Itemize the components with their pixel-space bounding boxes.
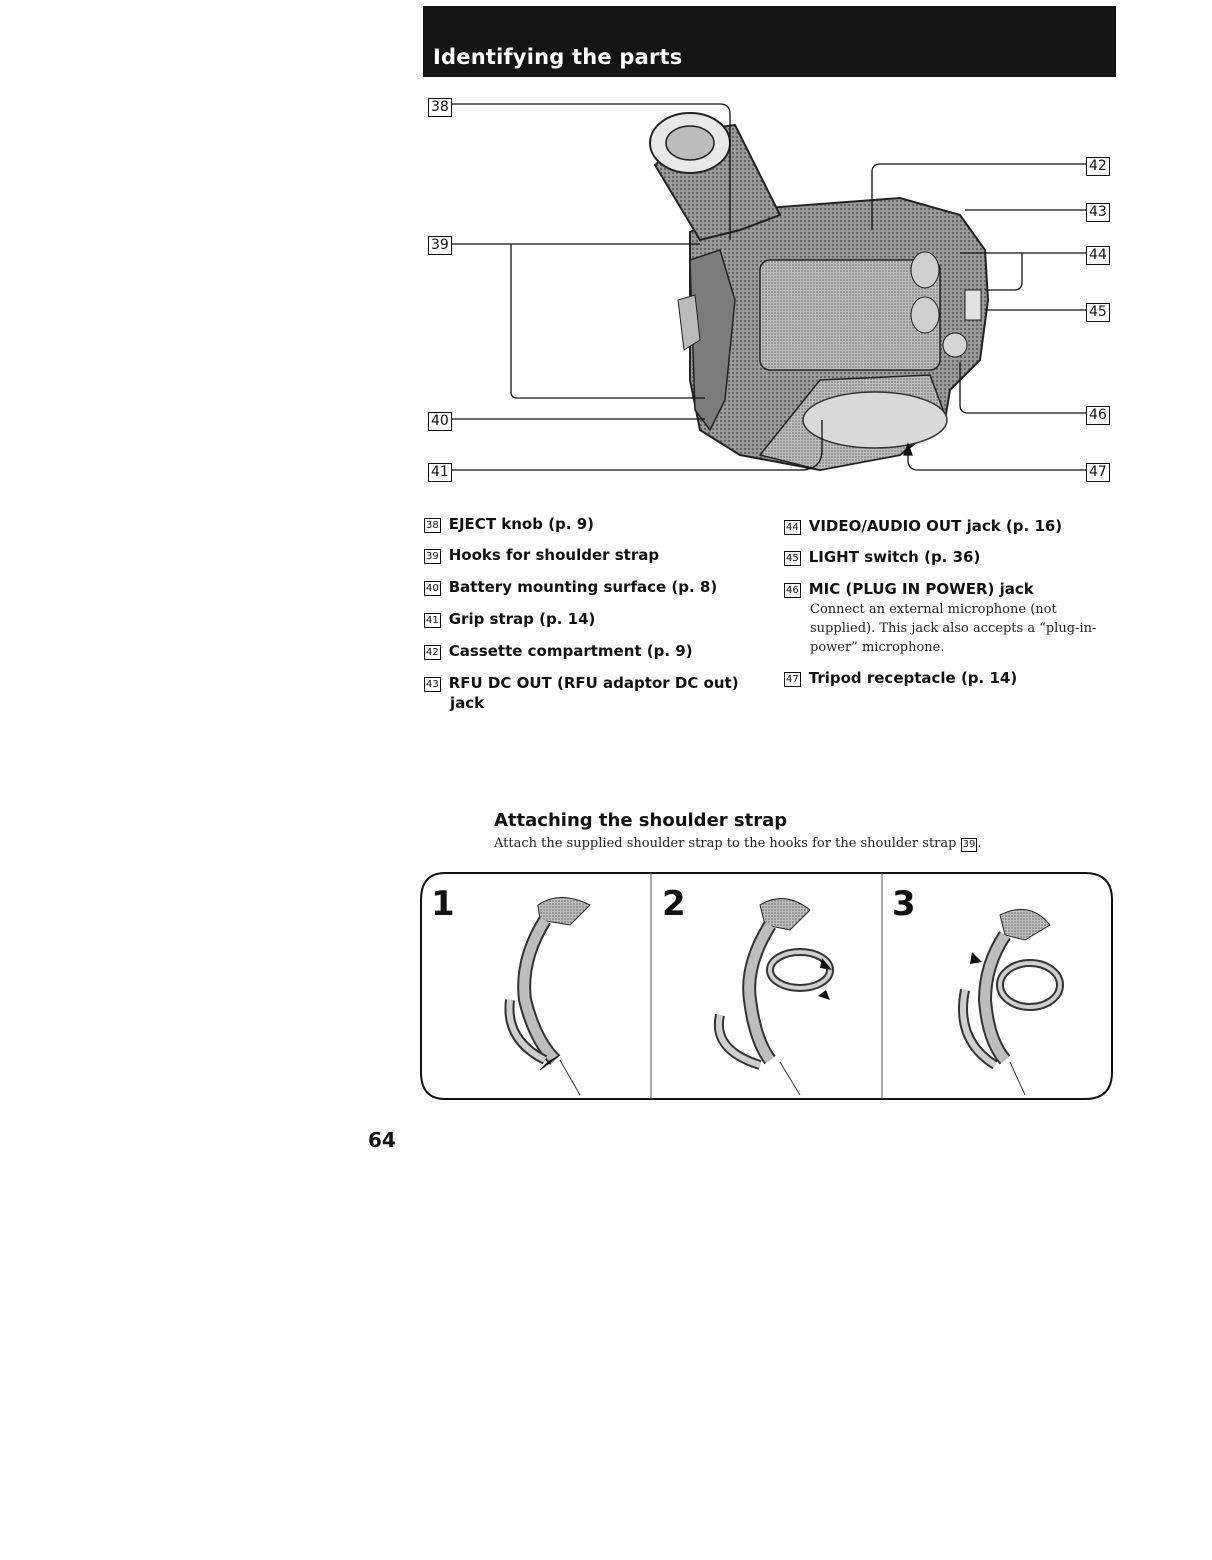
part-item-continuation: jack [450,694,485,712]
step-number-1: 1 [431,884,455,924]
part-item: 46 MIC (PLUG IN POWER) jack [786,580,1034,598]
callout-39: 39 [428,234,452,255]
part-item: 42 Cassette compartment (p. 9) [426,642,693,660]
step-number-3: 3 [892,884,916,924]
part-item: 45 LIGHT switch (p. 36) [786,548,981,566]
part-description: Connect an external microphone (not supplied). This jack also accepts a “plug-in-power” microphone. [810,602,1097,655]
callout-47: 47 [1086,461,1110,482]
section-body: Attach the supplied shoulder strap to the hooks for the shoulder strap 39 . [494,836,982,851]
part-item: 41 Grip strap (p. 14) [426,610,596,628]
callout-40: 40 [428,410,452,431]
callout-41: 41 [428,461,452,482]
part-item: 43 RFU DC OUT (RFU adaptor DC out) [426,674,739,692]
callout-44: 44 [1086,244,1110,265]
part-item: 40 Battery mounting surface (p. 8) [426,578,718,596]
part-item: 38 EJECT knob (p. 9) [426,515,594,533]
step-2-drawing [719,899,832,1095]
callout-42: 42 [1086,155,1110,176]
callout-43: 43 [1086,201,1110,222]
callout-45: 45 [1086,301,1110,322]
page-title: Identifying the parts [433,45,683,69]
section-title: Attaching the shoulder strap [494,810,788,831]
step-number-2: 2 [662,884,686,924]
part-item: 44 VIDEO/AUDIO OUT jack (p. 16) [786,517,1063,535]
part-item: 47 Tripod receptacle (p. 14) [786,669,1018,687]
step-1-drawing [509,898,590,1096]
page-number: 64 [368,1128,396,1152]
step-3-drawing [963,909,1060,1095]
callout-38: 38 [428,96,452,117]
part-item: 39 Hooks for shoulder strap [426,546,660,564]
callout-46: 46 [1086,404,1110,425]
